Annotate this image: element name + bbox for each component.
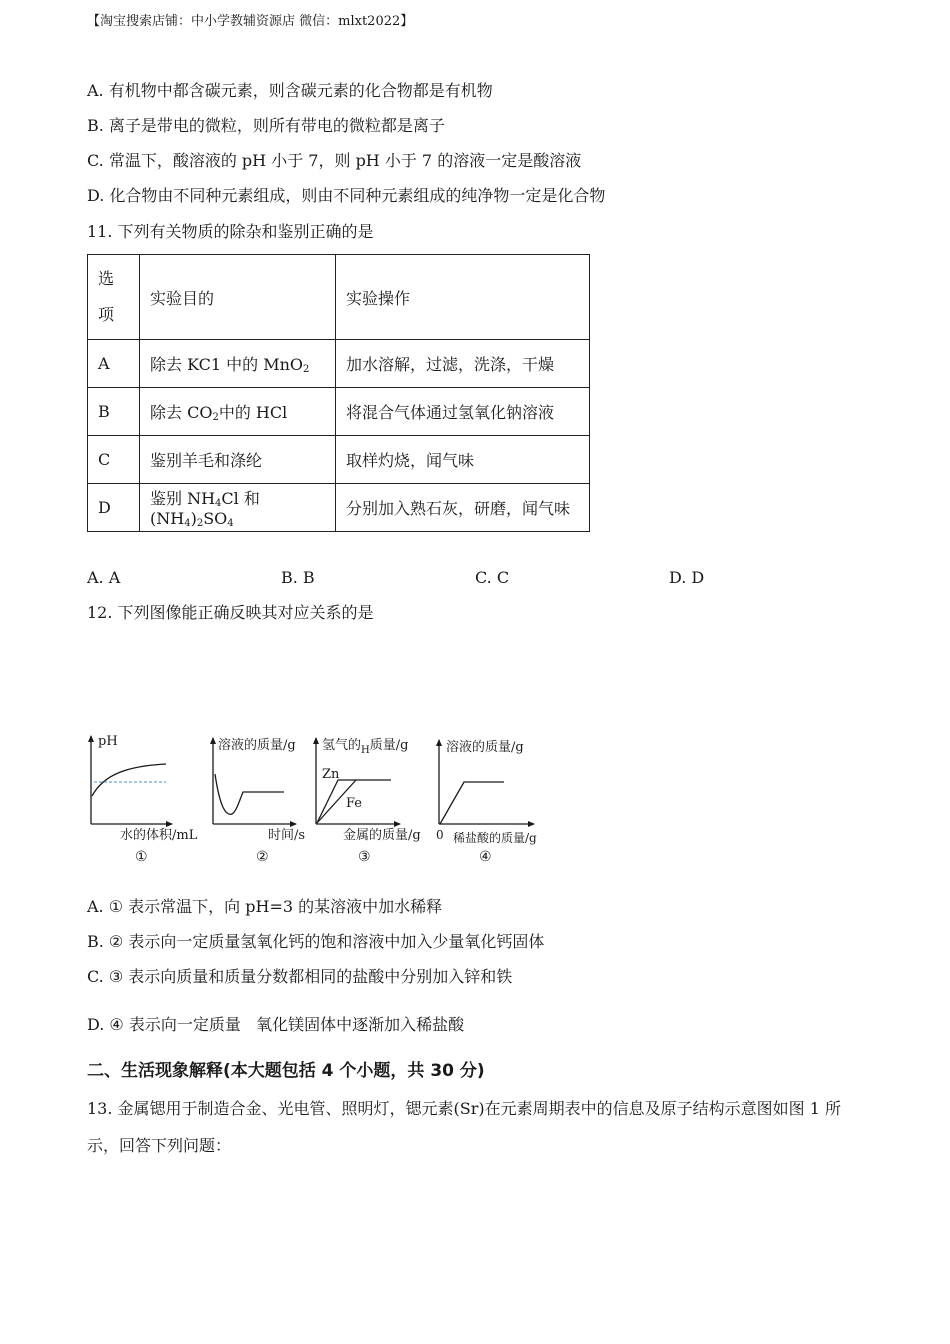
table-row: B 除去 $CO_2$中的 HCl 将混合气体通过氢氧化钠溶液 — [88, 388, 590, 436]
q12-option-a: A. ① 表示常温下，向 pH=3 的某溶液中加水稀释 — [87, 897, 443, 916]
header-purpose: 实验目的 — [140, 255, 336, 340]
graph-1-xlabel: 水的体积/mL — [120, 828, 198, 843]
graph-2-number: ② — [256, 849, 269, 865]
graph-1-number: ① — [135, 849, 148, 865]
q12-stem: 12. 下列图像能正确反映其对应关系的是 — [87, 603, 374, 622]
header-operation: 实验操作 — [336, 255, 590, 340]
purpose-cell: 除去 KC1 中的 MnO$_2$ — [140, 340, 336, 388]
graph-1-curve — [92, 764, 166, 796]
q11-choice-a: A. A — [87, 568, 121, 587]
q13-line-1: 13. 金属锶用于制造合金、光电管、照明灯，锶元素(Sr)在元素周期表中的信息及原子结构示意图如图 1 所 — [87, 1099, 841, 1118]
graph-4-ylabel: 溶液的质量/g — [446, 740, 524, 755]
graph-3-xlabel: 金属的质量/g — [343, 828, 421, 843]
q12-graphs-figure — [80, 728, 560, 870]
q11-choice-c: C. C — [475, 568, 510, 587]
table-header-row — [88, 255, 590, 340]
graph-3 — [316, 738, 421, 865]
q10-option-b: B. 离子是带电的微粒，则所有带电的微粒都是离子 — [87, 116, 445, 135]
graph-2-xlabel: 时间/s — [268, 828, 306, 843]
q12-option-b: B. ② 表示向一定质量氢氧化钙的饱和溶液中加入少量氧化钙固体 — [87, 932, 545, 951]
table-row: D 鉴别 $NH_4Cl$ 和$(NH_4)_2SO_4$ 分别加入熟石灰，研磨，闻气味 — [88, 484, 590, 532]
graph-4-xlabel: 稀盐酸的质量/g — [453, 831, 537, 845]
q10-option-c: C. 常温下，酸溶液的 pH 小于 7，则 pH 小于 7 的溶液一定是酸溶液 — [87, 151, 582, 170]
purpose-cell: 鉴别羊毛和涤纶 — [140, 436, 336, 484]
header-option: 选 项 — [88, 255, 140, 340]
graph-2 — [213, 737, 305, 865]
graph-1 — [91, 734, 198, 865]
q11-choice-b: B. B — [281, 568, 315, 587]
graph-3-ylabel: 氢气的$_H$质量/g — [322, 738, 409, 756]
section-2-heading: 二、生活现象解释(本大题包括 4 个小题，共 30 分) — [87, 1061, 485, 1081]
graph-4-number: ④ — [479, 849, 492, 865]
graph-2-curve — [215, 774, 284, 814]
graph-4 — [436, 739, 537, 865]
q10-option-d: D. 化合物由不同种元素组成，则由不同种元素组成的纯净物一定是化合物 — [87, 186, 606, 205]
page-header: 【淘宝搜索店铺：中小学教辅资源店 微信：mlxt2022】 — [87, 14, 414, 29]
q10-option-a: A. 有机物中都含碳元素，则含碳元素的化合物都是有机物 — [87, 81, 493, 100]
graph-3-zn-label: Zn — [322, 767, 340, 782]
graph-4-line — [440, 782, 504, 824]
graph-1-ylabel: pH — [98, 734, 118, 749]
q11-table — [87, 254, 590, 532]
q11-choice-d: D. D — [669, 568, 705, 587]
q12-option-c: C. ③ 表示向质量和质量分数都相同的盐酸中分别加入锌和铁 — [87, 967, 513, 986]
q11-stem: 11. 下列有关物质的除杂和鉴别正确的是 — [87, 222, 374, 241]
q12-option-d: D. ④ 表示向一定质量 氧化镁固体中逐渐加入稀盐酸 — [87, 1015, 465, 1034]
q13-line-2: 示，回答下列问题： — [87, 1136, 232, 1155]
table-row: C 鉴别羊毛和涤纶 取样灼烧，闻气味 — [88, 436, 590, 484]
graph-3-fe-label: Fe — [346, 796, 363, 811]
graph-4-origin: 0 — [436, 828, 444, 842]
graph-3-number: ③ — [358, 849, 371, 865]
purpose-cell: 除去 $CO_2$中的 HCl — [140, 388, 336, 436]
purpose-cell: 鉴别 $NH_4Cl$ 和$(NH_4)_2SO_4$ — [140, 484, 336, 532]
table-row: A 除去 KC1 中的 MnO$_2$ 加水溶解，过滤，洗涤，干燥 — [88, 340, 590, 388]
graph-2-ylabel: 溶液的质量/g — [218, 738, 296, 753]
